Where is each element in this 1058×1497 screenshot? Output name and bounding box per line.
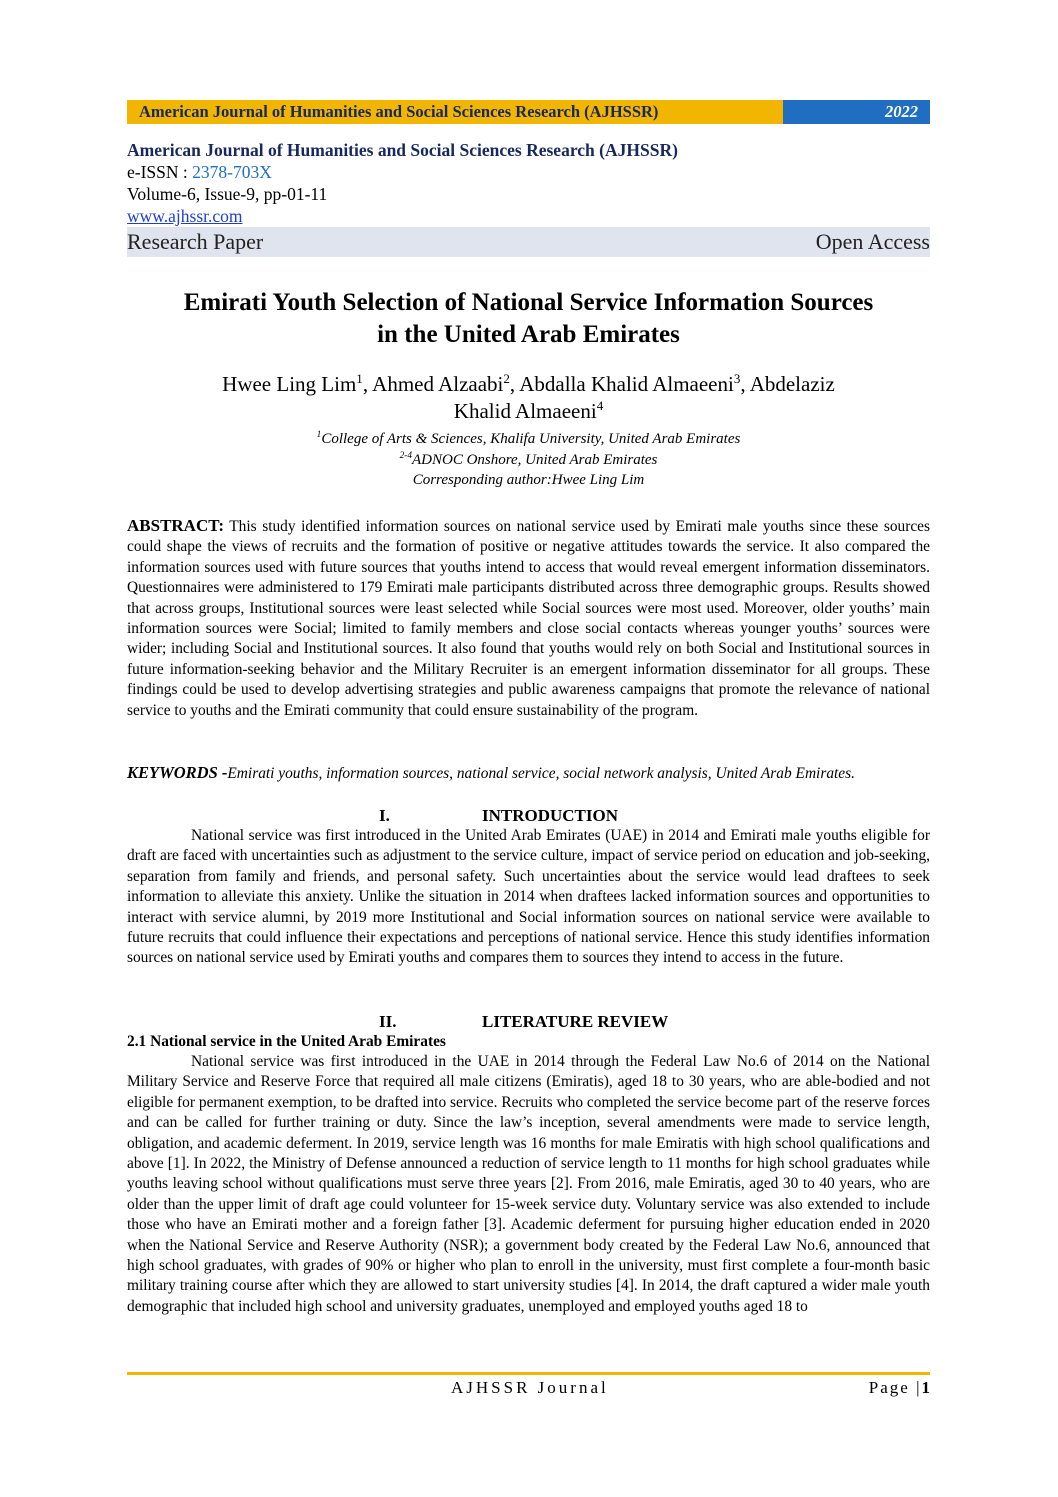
author-4-first: , Abdelaziz: [740, 372, 835, 396]
journal-website-link[interactable]: www.ajhssr.com: [127, 206, 243, 226]
title-line-1: Emirati Youth Selection of National Service Information Sources: [183, 289, 874, 316]
affiliation-2: [127, 450, 930, 471]
page-footer: [127, 1378, 930, 1404]
footer-rule: [127, 1372, 930, 1375]
authors-line-2: [127, 398, 930, 425]
journal-meta: [127, 139, 930, 257]
paper-type: Research Paper: [127, 229, 264, 254]
section-title: INTRODUCTION: [482, 806, 619, 825]
affiliation-2-text: ADNOC Onshore, United Arab Emirates: [411, 451, 658, 468]
author-3-sup: 3: [733, 371, 741, 386]
keywords-text: Emirati youths, information sources, national service, social network analysis, United Arab Emirates.: [227, 765, 855, 782]
affiliation-1-sup: 1: [316, 430, 322, 440]
footer-journal: AJHSSR Journal: [451, 1378, 609, 1397]
keywords: [127, 763, 930, 784]
keywords-label: KEYWORDS -: [127, 763, 228, 782]
abstract: [127, 516, 930, 721]
authors-line-1: [127, 371, 930, 398]
paper-title: [127, 287, 930, 351]
abstract-text: This study identified information sources on national service used by Emirati male youths since these sources could shape the views of recruits and the formation of positive or negative attitudes towards the service. It also compared the information sources used with future sources that youths intend to access that would reveal emergent information disseminators. Questionnaires were administered to 179 Emirati male participants distributed across three demographic groups. Results showed that across groups, Institutional sources were least selected while Social sources were most used. Moreover, older youths’ main information sources were Social; limited to family members and close social contacts whereas younger youths’ sources were wider; including Social and Institutional sources. It also found that youths would rely on both Social and Institutional sources in future information-seeking behavior and the Military Recruiter is an emergent information disseminator for all groups. These findings could be used to develop advertising strategies and public awareness campaigns that promote the relevance of national service to youths and the Emirati community that could ensure sustainability of the program.: [127, 518, 930, 719]
abstract-label: ABSTRACT:: [127, 516, 224, 535]
issn-line: [127, 161, 930, 183]
running-header-year: 2022: [783, 100, 930, 124]
section-title: LITERATURE REVIEW: [482, 1012, 669, 1031]
author-4-sup: 4: [596, 398, 604, 413]
title-line-2: in the United Arab Emirates: [377, 321, 680, 348]
affiliation-2-sup: 2-4: [399, 450, 412, 461]
issn-label: e-ISSN :: [127, 162, 193, 182]
literature-paragraph: National service was first introduced in the UAE in 2014 through the Federal Law No.6 of 2014 on the National Military Service and Reserve Force that required all male citizens (Emiratis), aged 18 to 30 years, who are able-bodied and not eligible for permanent exemption, to be drafted into service. Recruits who completed the service become part of the reserve forces and can be called for further training or duty. Since the law’s inception, several amendments were made to service length, obligation, and academic deferment. In 2019, service length was 16 months for male Emiratis with high school qualifications and above [1]. In 2022, the Ministry of Defense announced a reduction of service length to 11 months for high school graduates while youths leaving school without qualifications must serve three years [2]. From 2016, male Emiratis, aged 30 to 40 years, who are older than the upper limit of draft age could volunteer for 15-week service duty. Voluntary service was also extended to include those who have an Emirati mother and a foreign father [3]. Academic deferment for pursuing higher education ended in 2020 when the National Service and Reserve Authority (NSR); a government body created by the Federal Law No.6, announced that high school graduates, with grades of 90% or higher who plan to enroll in the university, must first complete a four-month basic military training course after which they are allowed to start university studies [4]. In 2014, the draft captured a wider male youth demographic that included high school and university graduates, unemployed and employed youths aged 18 to: [127, 1053, 930, 1315]
page-number: 1: [921, 1378, 930, 1397]
running-header: [127, 100, 930, 124]
journal-name: American Journal of Humanities and Social Sciences Research (AJHSSR): [127, 140, 678, 160]
page-label: Page |: [868, 1378, 922, 1397]
open-access-label: Open Access: [815, 229, 930, 254]
author-1-sup: 1: [356, 371, 363, 386]
section-number: I.: [379, 806, 390, 825]
subsection-heading: 2.1 National service in the United Arab Emirates: [127, 1033, 446, 1050]
section-number: II.: [379, 1012, 397, 1031]
footer-page: [869, 1378, 930, 1398]
corresponding-author: Corresponding author:Hwee Ling Lim: [412, 472, 645, 488]
author-2-sup: 2: [503, 371, 510, 386]
author-4-last: Khalid Almaeeni: [453, 399, 597, 423]
running-header-journal: American Journal of Humanities and Social Sciences Research (AJHSSR): [127, 100, 783, 124]
author-2: , Ahmed Alzaabi: [362, 372, 504, 396]
affiliation-1-text: College of Arts & Sciences, Khalifa University, United Arab Emirates: [321, 431, 741, 447]
issn-value: 2378-703X: [192, 162, 272, 182]
volume-line: Volume-6, Issue-9, pp-01-11: [127, 184, 328, 204]
introduction-paragraph: National service was first introduced in the United Arab Emirates (UAE) in 2014 and Emirati male youths eligible for draft are faced with uncertainties such as adjustment to the service culture, impact of service period on education and job-seeking, separation from family and friends, and personal safety. Such uncertainties about the service would lead draftees to seek information to alleviate this anxiety. Unlike the situation in 2014 when draftees lacked information sources and opportunities to interact with service alumni, by 2019 more Institutional and Social information sources on national service were available to future recruits that could influence their expectations and perceptions of national service. Hence this study identifies information sources on national service used by Emirati youths and compares them to sources they intend to access in the future.: [127, 827, 930, 967]
affiliation-1: [127, 429, 930, 450]
affiliations: [127, 429, 930, 491]
author-1: Hwee Ling Lim: [222, 372, 357, 396]
author-3: , Abdalla Khalid Almaeeni: [509, 372, 734, 396]
author-list: [127, 371, 930, 425]
paper-type-bar: [127, 227, 930, 257]
